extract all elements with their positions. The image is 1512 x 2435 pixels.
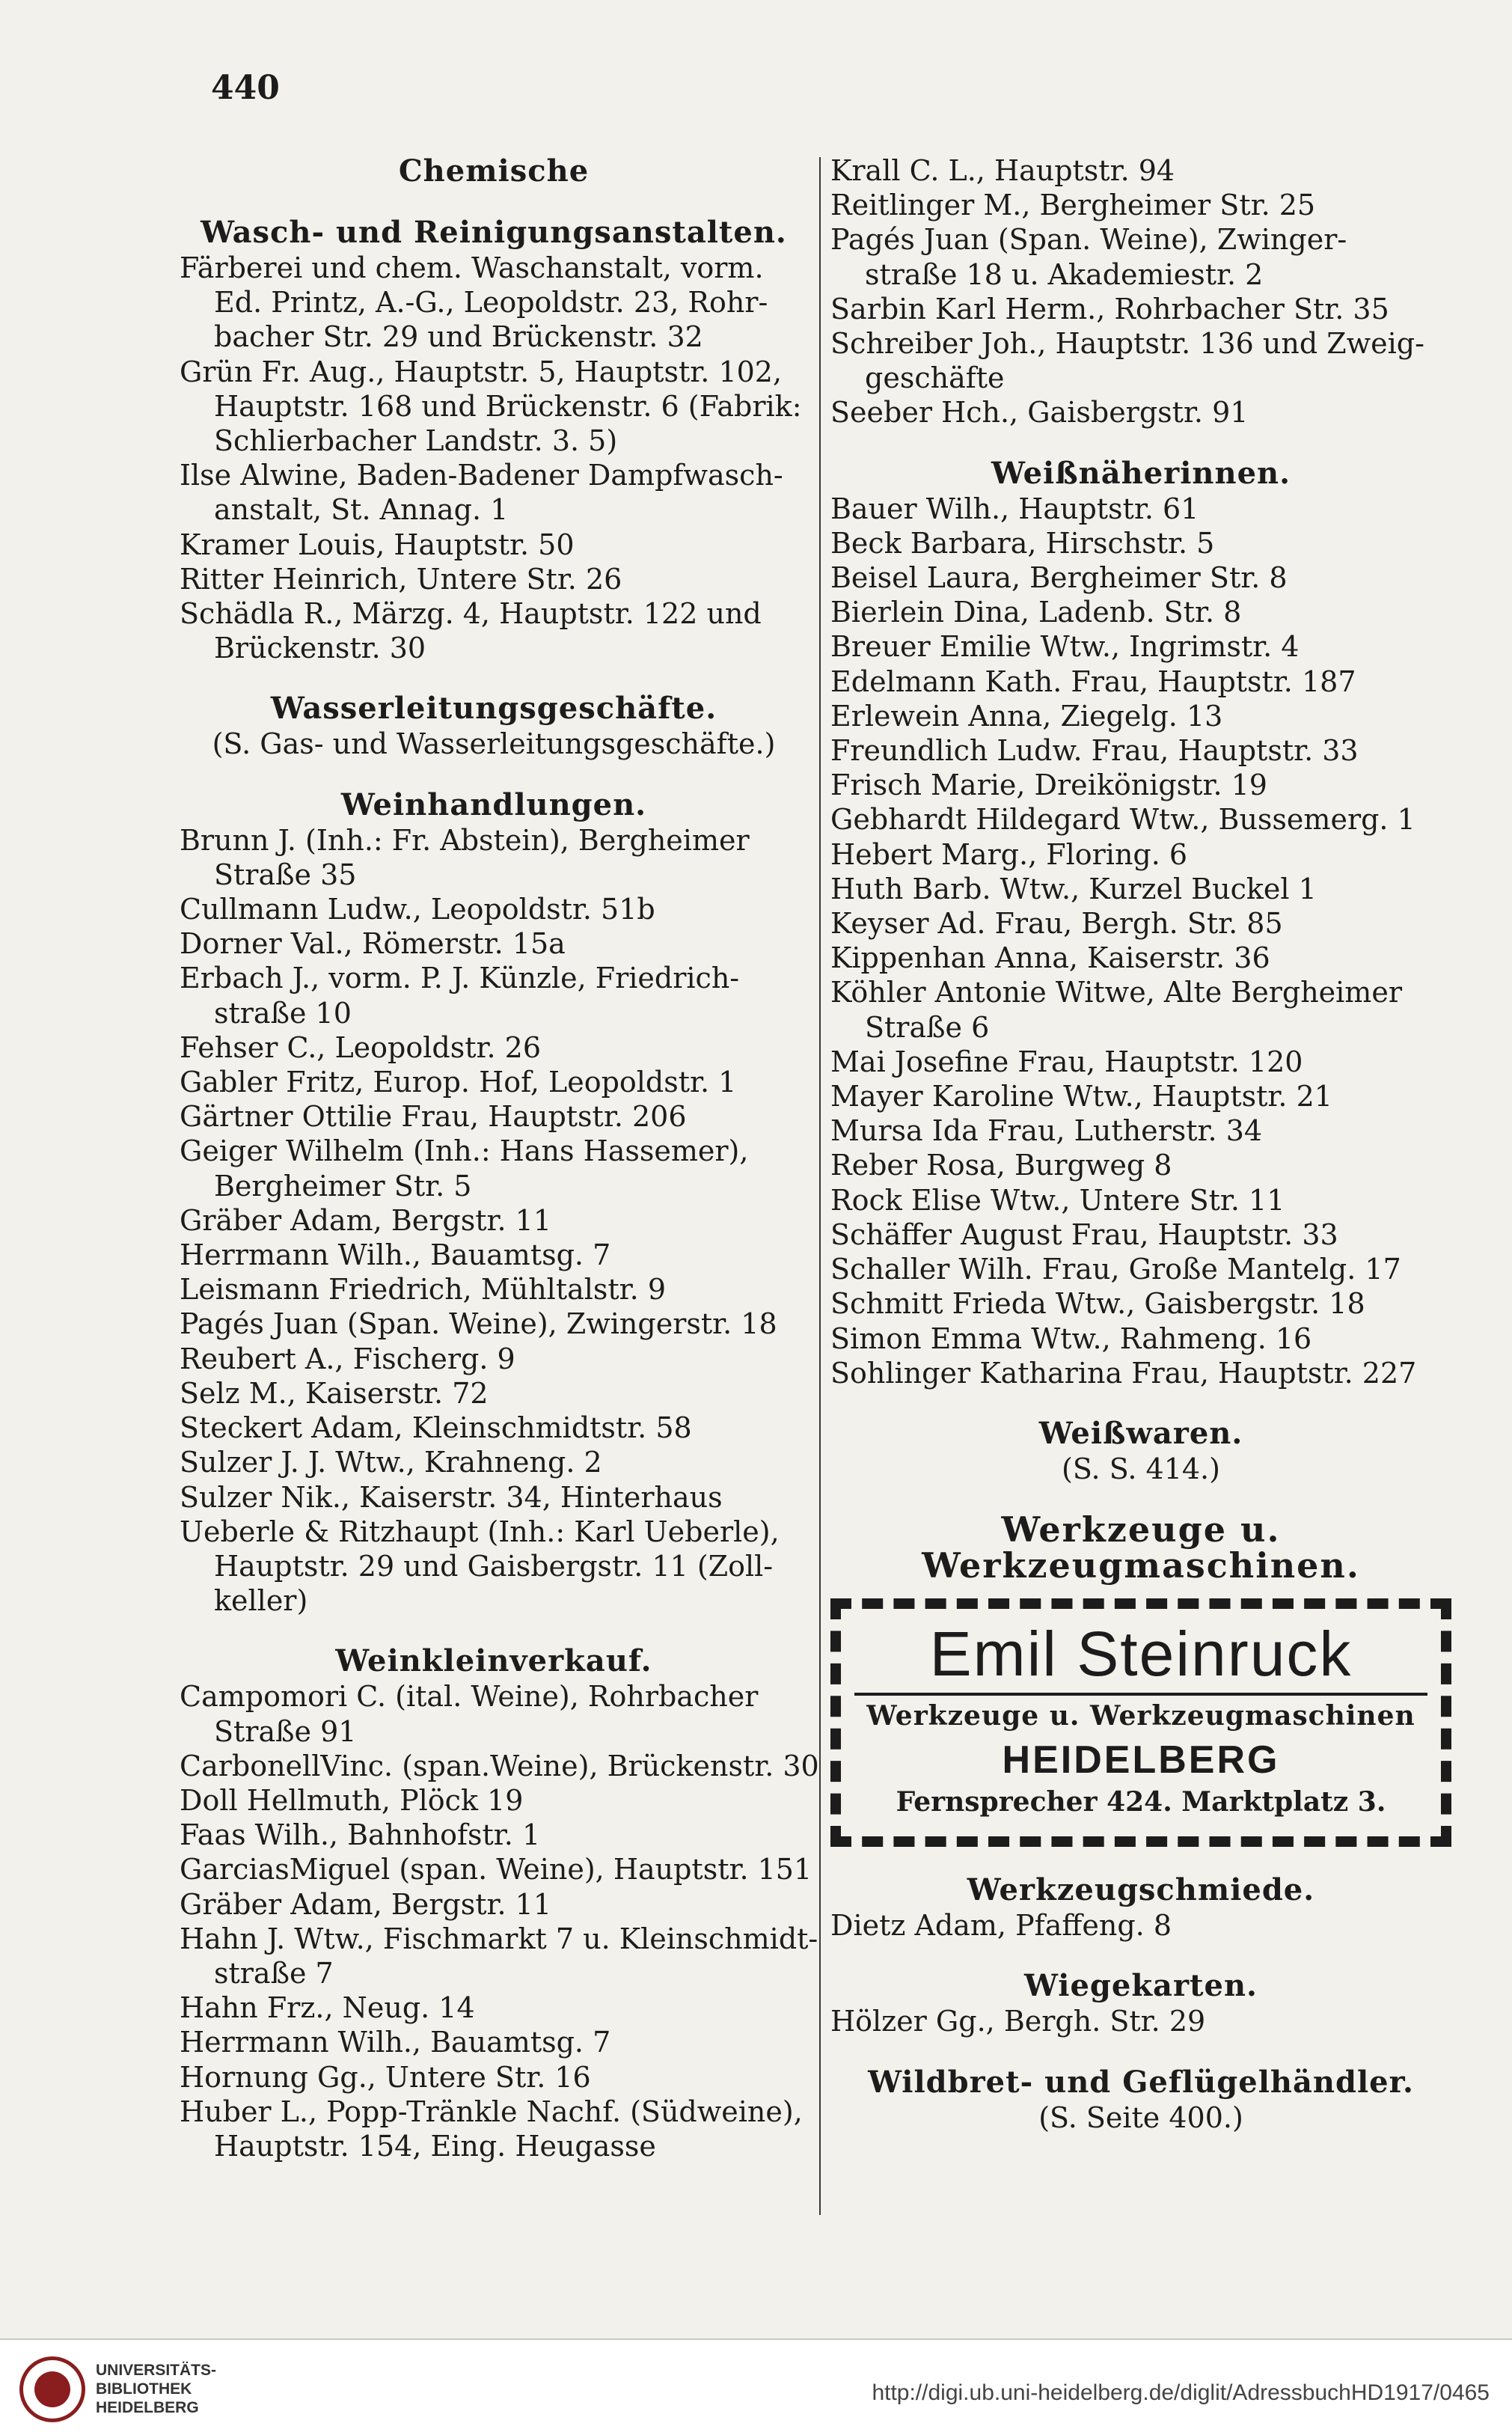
entry-line: Erlewein Anna, Ziegelg. 13 xyxy=(830,699,1223,733)
directory-entry xyxy=(830,395,1451,430)
entry-line: Frisch Marie, Dreikönigstr. 19 xyxy=(830,769,1267,802)
entry-line: Schmitt Frieda Wtw., Gaisbergstr. 18 xyxy=(830,1287,1365,1321)
entry-line: Hölzer Gg., Bergh. Str. 29 xyxy=(830,2005,1206,2038)
entry-line: Keyser Ad. Frau, Bergh. Str. 85 xyxy=(830,907,1283,941)
entry-line: Brückenstr. 30 xyxy=(214,632,426,665)
directory-entry xyxy=(180,1342,808,1376)
entry-line: Mursa Ida Frau, Lutherstr. 34 xyxy=(830,1114,1263,1148)
directory-entry xyxy=(830,975,1451,1044)
entry-line: Gräber Adam, Bergstr. 11 xyxy=(180,1203,552,1237)
entry-line: Pagés Juan (Span. Weine), Zwinger- xyxy=(830,223,1347,257)
directory-entry xyxy=(180,251,808,355)
directory-entry xyxy=(830,802,1451,837)
entry-line: Hauptstr. 168 und Brückenstr. 6 (Fabrik: xyxy=(214,389,802,423)
advertisement-box xyxy=(830,1598,1451,1847)
directory-entry xyxy=(180,926,808,961)
directory-entry xyxy=(830,1113,1451,1148)
section-heading-weinhandlungen: Weinhandlungen. xyxy=(340,786,647,822)
entry-line: Bierlein Dina, Ladenb. Str. 8 xyxy=(830,596,1242,629)
entry-line: Hauptstr. 154, Eing. Heugasse xyxy=(214,2129,656,2163)
directory-entry xyxy=(180,1818,808,1852)
cross-reference-note: (S. Seite 400.) xyxy=(1038,2101,1243,2134)
directory-entry xyxy=(180,1480,808,1515)
entry-line: Beisel Laura, Bergheimer Str. 8 xyxy=(830,561,1288,595)
entry-line: Huth Barb. Wtw., Kurzel Buckel 1 xyxy=(830,872,1317,905)
directory-entry xyxy=(180,355,808,459)
ad-contact: Fernsprecher 424. Marktplatz 3. xyxy=(896,1786,1386,1818)
entry-line: Hauptstr. 29 und Gaisbergstr. 11 (Zoll- xyxy=(214,1549,774,1583)
directory-entry xyxy=(180,1922,818,1991)
directory-entry xyxy=(180,1238,808,1272)
directory-entry xyxy=(180,1679,808,1748)
section-heading-weißnäherinnen: Weißnäherinnen. xyxy=(991,455,1291,491)
entry-line: Freundlich Ludw. Frau, Hauptstr. 33 xyxy=(830,734,1359,768)
entry-line: Köhler Antonie Witwe, Alte Bergheimer xyxy=(830,976,1402,1009)
entry-line: Gebhardt Hildegard Wtw., Bussemerg. 1 xyxy=(830,803,1415,837)
university-seal-icon xyxy=(19,2356,85,2422)
entry-line: anstalt, St. Annag. 1 xyxy=(214,493,509,527)
directory-entry xyxy=(830,222,1451,291)
directory-entry xyxy=(180,1272,808,1307)
directory-entry xyxy=(180,2025,808,2059)
entry-line: CarbonellVinc. (span.Weine), Brückenstr. 30 xyxy=(180,1749,819,1782)
entry-line: Erbach J., vorm. P. J. Künzle, Friedrich- xyxy=(180,962,740,995)
directory-entry xyxy=(830,768,1451,802)
cross-reference-note: (S. Gas- und Wasserleitungsgeschäfte.) xyxy=(212,727,776,761)
entry-line: Fehser C., Leopoldstr. 26 xyxy=(180,1030,541,1064)
entry-line: Hornung Gg., Untere Str. 16 xyxy=(180,2060,591,2094)
directory-entry xyxy=(180,823,808,892)
directory-entry xyxy=(180,2060,808,2095)
section-heading-chemische: Chemische xyxy=(398,153,590,189)
directory-entry xyxy=(180,1515,808,1619)
directory-entry xyxy=(830,292,1451,326)
entry-line: Schreiber Joh., Hauptstr. 136 und Zweig- xyxy=(830,327,1424,361)
directory-entry xyxy=(180,961,808,1030)
directory-entry xyxy=(180,1307,808,1341)
entry-line: Schädla R., Märzg. 4, Hauptstr. 122 und xyxy=(180,597,762,631)
ad-city: HEIDELBERG xyxy=(1002,1738,1280,1782)
institution-line: UNIVERSITÄTS- xyxy=(96,2362,217,2379)
entry-line: Selz M., Kaiserstr. 72 xyxy=(180,1376,489,1410)
directory-entry xyxy=(180,1445,808,1479)
entry-line: Schäffer August Frau, Hauptstr. 33 xyxy=(830,1218,1338,1251)
institution-line: HEIDELBERG xyxy=(96,2399,199,2416)
entry-line: Ilse Alwine, Baden-Badener Dampfwasch- xyxy=(180,459,783,492)
entry-line: Steckert Adam, Kleinschmidtstr. 58 xyxy=(180,1411,692,1445)
directory-entry xyxy=(830,153,1451,188)
entry-line: Schlierbacher Landstr. 3. 5) xyxy=(214,424,618,458)
directory-entry xyxy=(180,1887,808,1922)
directory-entry xyxy=(830,1218,1451,1252)
directory-entry xyxy=(180,1991,808,2025)
page-number: 440 xyxy=(211,69,280,107)
entry-line: geschäfte xyxy=(865,361,1005,395)
entry-line: Sohlinger Katharina Frau, Hauptstr. 227 xyxy=(830,1356,1417,1390)
section-heading-weißwaren: Weißwaren. xyxy=(1038,1415,1243,1451)
entry-line: Geiger Wilhelm (Inh.: Hans Hassemer), xyxy=(180,1134,749,1168)
entry-line: Straße 91 xyxy=(214,1714,357,1748)
directory-entry xyxy=(180,1065,808,1099)
entry-line: Dietz Adam, Pfaffeng. 8 xyxy=(830,1909,1172,1943)
entry-line: Sarbin Karl Herm., Rohrbacher Str. 35 xyxy=(830,292,1389,326)
directory-entry xyxy=(180,892,808,926)
entry-line: Leismann Friedrich, Mühltalstr. 9 xyxy=(180,1273,667,1307)
entry-line: Pagés Juan (Span. Weine), Zwingerstr. 18 xyxy=(180,1307,777,1341)
entry-line: Hahn J. Wtw., Fischmarkt 7 u. Kleinschmidt- xyxy=(180,1922,818,1955)
directory-entry xyxy=(180,596,808,665)
ad-tagline: Werkzeuge u. Werkzeugmaschinen xyxy=(866,1700,1415,1732)
directory-entry xyxy=(180,1749,819,1783)
directory-entry xyxy=(180,1783,808,1818)
entry-line: Grün Fr. Aug., Hauptstr. 5, Hauptstr. 102, xyxy=(180,355,783,388)
entry-line: Reber Rosa, Burgweg 8 xyxy=(830,1149,1172,1182)
entry-line: straße 18 u. Akademiestr. 2 xyxy=(865,257,1264,291)
section-heading-wildbret-und-geflügelhändler: Wildbret- und Geflügelhändler. xyxy=(868,2064,1414,2100)
entry-line: Herrmann Wilh., Bauamtsg. 7 xyxy=(180,2026,611,2059)
directory-entry xyxy=(180,1099,808,1134)
directory-entry xyxy=(180,1411,808,1445)
entry-line: Reitlinger M., Bergheimer Str. 25 xyxy=(830,189,1316,222)
directory-entry xyxy=(830,1148,1451,1182)
directory-entry xyxy=(830,2004,1451,2038)
entry-line: Sulzer J. J. Wtw., Krahneng. 2 xyxy=(180,1446,602,1479)
entry-line: Sulzer Nik., Kaiserstr. 34, Hinterhaus xyxy=(180,1480,723,1514)
entry-line: Herrmann Wilh., Bauamtsg. 7 xyxy=(180,1238,611,1272)
directory-entry xyxy=(830,326,1451,395)
directory-entry xyxy=(830,1322,1451,1356)
directory-entry xyxy=(180,458,808,527)
right-column xyxy=(830,153,1451,2135)
directory-entry xyxy=(830,526,1451,560)
directory-entry xyxy=(180,1376,808,1411)
entry-line: Hahn Frz., Neug. 14 xyxy=(180,1991,475,2025)
entry-line: Simon Emma Wtw., Rahmeng. 16 xyxy=(830,1322,1312,1355)
entry-line: keller) xyxy=(214,1584,308,1618)
entry-line: Doll Hellmuth, Plöck 19 xyxy=(180,1783,524,1817)
directory-entry xyxy=(830,1045,1451,1079)
directory-entry xyxy=(180,1203,808,1238)
source-url-link[interactable]: http://digi.ub.uni-heidelberg.de/diglit/AdressbuchHD1917/0465 xyxy=(872,2380,1490,2405)
section-heading-werkzeugschmiede: Werkzeugschmiede. xyxy=(967,1872,1315,1908)
directory-entry xyxy=(830,492,1451,526)
cross-reference-note: (S. S. 414.) xyxy=(1062,1452,1220,1485)
entry-line: Faas Wilh., Bahnhofstr. 1 xyxy=(180,1818,541,1852)
entry-line: Campomori C. (ital. Weine), Rohrbacher xyxy=(180,1680,759,1714)
entry-line: Brunn J. (Inh.: Fr. Abstein), Bergheimer xyxy=(180,823,750,857)
section-heading-werkzeuge-u-werkzeugmaschinen: Werkzeuge u. Werkzeugmaschinen. xyxy=(922,1509,1360,1586)
directory-entry xyxy=(830,1908,1451,1943)
entry-line: Mayer Karoline Wtw., Hauptstr. 21 xyxy=(830,1080,1332,1113)
footer-bar xyxy=(0,2338,1512,2435)
directory-entry xyxy=(830,906,1451,941)
directory-entry xyxy=(830,699,1451,733)
entry-line: Ueberle & Ritzhaupt (Inh.: Karl Ueberle), xyxy=(180,1515,780,1548)
institution-line: BIBLIOTHEK xyxy=(96,2380,192,2398)
directory-entry xyxy=(830,941,1451,975)
entry-line: Bergheimer Str. 5 xyxy=(214,1169,472,1203)
entry-line: straße 10 xyxy=(214,996,352,1030)
entry-line: Bauer Wilh., Hauptstr. 61 xyxy=(830,492,1199,525)
institution-name xyxy=(96,2361,216,2417)
directory-entry xyxy=(830,188,1451,222)
entry-line: Rock Elise Wtw., Untere Str. 11 xyxy=(830,1183,1285,1217)
entry-line: Färberei und chem. Waschanstalt, vorm. xyxy=(180,251,764,284)
entry-line: bacher Str. 29 und Brückenstr. 32 xyxy=(214,320,703,354)
entry-line: Huber L., Popp-Tränkle Nachf. (Südweine), xyxy=(180,2095,803,2128)
directory-entry xyxy=(180,2095,808,2163)
directory-entry xyxy=(180,1030,808,1065)
section-heading-weinkleinverkauf: Weinkleinverkauf. xyxy=(335,1643,652,1679)
entry-line: Krall C. L., Hauptstr. 94 xyxy=(830,154,1175,187)
entry-line: straße 7 xyxy=(214,1956,334,1990)
entry-line: Cullmann Ludw., Leopoldstr. 51b xyxy=(180,893,655,926)
entry-line: Dorner Val., Römerstr. 15a xyxy=(180,927,566,961)
section-heading-wasserleitungsgeschäfte: Wasserleitungsgeschäfte. xyxy=(270,691,717,727)
entry-line: Seeber Hch., Gaisbergstr. 91 xyxy=(830,396,1249,430)
entry-line: Gabler Fritz, Europ. Hof, Leopoldstr. 1 xyxy=(180,1066,737,1099)
directory-entry xyxy=(830,872,1451,906)
entry-line: Breuer Emilie Wtw., Ingrimstr. 4 xyxy=(830,630,1300,664)
directory-entry xyxy=(180,1134,808,1203)
entry-line: Straße 35 xyxy=(214,858,357,891)
left-column xyxy=(180,153,819,2163)
directory-entry xyxy=(830,629,1451,664)
directory-entry xyxy=(830,837,1451,872)
entry-line: Ritter Heinrich, Untere Str. 26 xyxy=(180,562,622,596)
directory-entry xyxy=(830,1252,1451,1286)
entry-line: Kramer Louis, Hauptstr. 50 xyxy=(180,528,575,561)
directory-entry xyxy=(180,1852,812,1886)
directory-entry xyxy=(830,1183,1451,1218)
directory-entry xyxy=(830,560,1451,595)
section-heading-wasch-und-reinigungsanstalten: Wasch- und Reinigungsanstalten. xyxy=(201,215,787,250)
section-heading-wiegekarten: Wiegekarten. xyxy=(1024,1968,1258,2004)
directory-entry xyxy=(830,595,1451,629)
directory-entry xyxy=(830,1079,1451,1113)
column-divider xyxy=(819,157,821,2215)
directory-entry xyxy=(830,733,1451,768)
entry-line: Straße 6 xyxy=(865,1010,990,1044)
ad-firm-name: Emil Steinruck xyxy=(854,1618,1427,1696)
entry-line: Ed. Printz, A.-G., Leopoldstr. 23, Rohr- xyxy=(214,286,768,320)
entry-line: Mai Josefine Frau, Hauptstr. 120 xyxy=(830,1045,1303,1078)
entry-line: GarciasMiguel (span. Weine), Hauptstr. 151 xyxy=(180,1853,812,1886)
directory-entry xyxy=(180,562,808,596)
entry-line: Kippenhan Anna, Kaiserstr. 36 xyxy=(830,941,1270,975)
directory-entry xyxy=(830,664,1451,699)
directory-entry xyxy=(180,528,808,562)
entry-line: Edelmann Kath. Frau, Hauptstr. 187 xyxy=(830,664,1356,698)
entry-line: Gräber Adam, Bergstr. 11 xyxy=(180,1887,552,1921)
entry-line: Schaller Wilh. Frau, Große Mantelg. 17 xyxy=(830,1253,1401,1286)
directory-entry xyxy=(830,1356,1451,1390)
entry-line: Hebert Marg., Floring. 6 xyxy=(830,837,1188,871)
entry-line: Gärtner Ottilie Frau, Hauptstr. 206 xyxy=(180,1100,687,1134)
directory-entry xyxy=(830,1286,1451,1321)
entry-line: Beck Barbara, Hirschstr. 5 xyxy=(830,526,1215,560)
entry-line: Reubert A., Fischerg. 9 xyxy=(180,1342,515,1375)
